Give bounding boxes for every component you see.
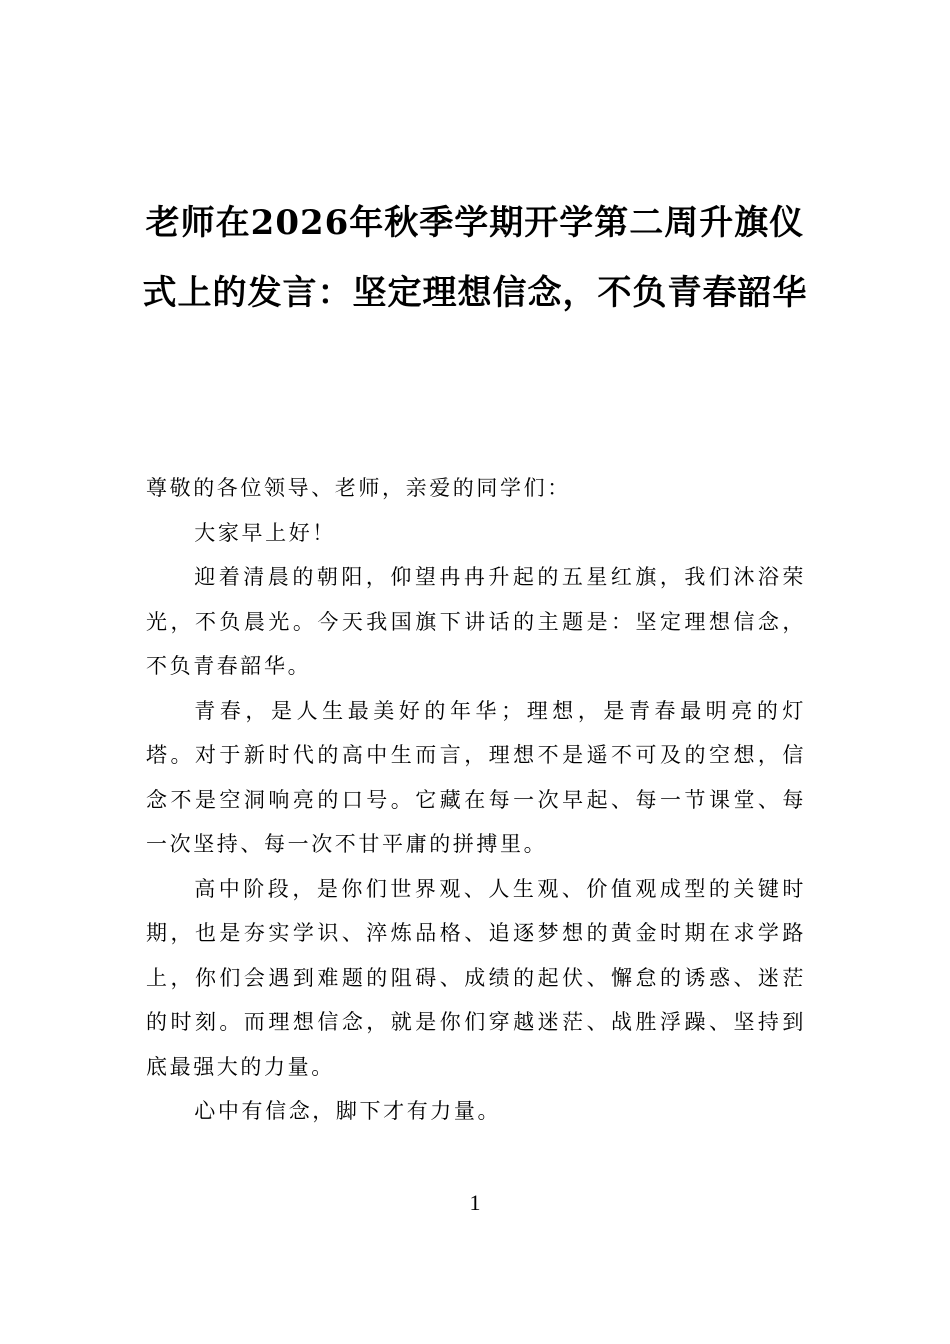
paragraph-high-school-stage: 高中阶段，是你们世界观、人生观、价值观成型的关键时期，也是夯实学识、淬炼品格、追逐梦想的黄金时期在求学路上，你们会遇到难题的阻碍、成绩的起伏、懈怠的诱惑、迷茫的时刻。而理想信念，就是你们穿越迷茫、战胜浮躁、坚持到底最强大的力量。 bbox=[146, 876, 806, 1079]
paragraph-greeting-morning: 大家早上好！ bbox=[194, 520, 336, 545]
greeting-line: 尊敬的各位领导、老师，亲爱的同学们： bbox=[146, 476, 571, 500]
paragraph-theme: 迎着清晨的朝阳，仰望冉冉升起的五星红旗，我们沐浴荣光，不负晨光。今天我国旗下讲话的主题是：坚定理想信念，不负青春韶华。 bbox=[146, 565, 806, 678]
paragraph-youth-ideals: 青春，是人生最美好的年华；理想，是青春最明亮的灯塔。对于新时代的高中生而言，理想不是遥不可及的空想，信念不是空洞响亮的口号。它藏在每一次早起、每一节课堂、每一次坚持、每一次不甘平庸的拼搏里。 bbox=[146, 698, 806, 856]
page-number: 1 bbox=[469, 1190, 481, 1215]
paragraph-belief-strength: 心中有信念，脚下才有力量。 bbox=[194, 1099, 502, 1123]
document-title: 老师在2026年秋季学期开学第二周升旗仪式上的发言：坚定理想信念，不负青春韶华 bbox=[142, 203, 808, 313]
document-body bbox=[146, 466, 806, 1134]
